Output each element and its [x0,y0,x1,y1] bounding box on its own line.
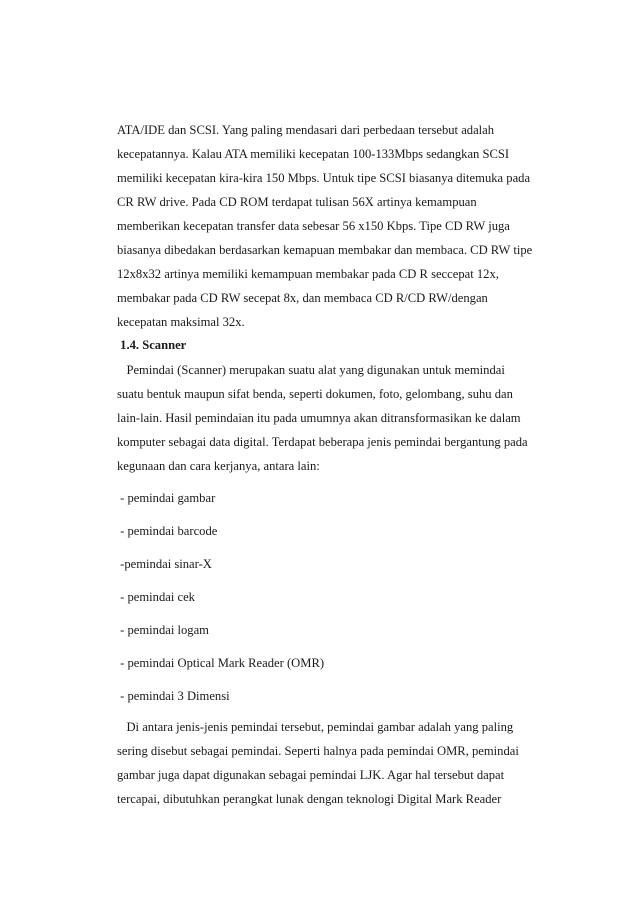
paragraph3-line: gambar juga dapat digunakan sebagai pemindai LJK. Agar hal tersebut dapat [117,768,505,782]
list-item: - pemindai gambar [117,491,216,505]
paragraph1-line: kecepatan maksimal 32x. [117,315,245,329]
paragraph2-line: Pemindai (Scanner) merupakan suatu alat yang digunakan untuk memindai [117,363,505,377]
paragraph1-line: kecepatannya. Kalau ATA memiliki kecepatan 100-133Mbps sedangkan SCSI [117,147,510,161]
paragraph1-line: membakar pada CD RW secepat 8x, dan membaca CD R/CD RW/dengan [117,291,488,305]
list-item: - pemindai barcode [117,524,218,538]
paragraph3-line: sering disebut sebagai pemindai. Seperti halnya pada pemindai OMR, pemindai [117,744,519,758]
paragraph2-line: komputer sebagai data digital. Terdapat beberapa jenis pemindai bergantung pada [117,435,528,449]
list-item: -pemindai sinar-X [117,557,212,571]
paragraph3-line: Di antara jenis-jenis pemindai tersebut, pemindai gambar adalah yang paling [117,720,514,734]
section-heading: 1.4. Scanner [117,338,187,352]
paragraph2-line: lain-lain. Hasil pemindaian itu pada umumnya akan ditransformasikan ke dalam [117,411,521,425]
paragraph1-line: CR RW drive. Pada CD ROM terdapat tulisan 56X artinya kemampuan [117,195,477,209]
list-item: - pemindai cek [117,590,195,604]
list-item: - pemindai logam [117,623,209,637]
paragraph1-line: memiliki kecepatan kira-kira 150 Mbps. Untuk tipe SCSI biasanya ditemuka pada [117,171,531,185]
paragraph1-line: 12x8x32 artinya memiliki kemampuan membakar pada CD R seccepat 12x, [117,267,499,281]
list-item: - pemindai 3 Dimensi [117,689,230,703]
paragraph2-line: kegunaan dan cara kerjanya, antara lain: [117,459,320,473]
paragraph1-line: ATA/IDE dan SCSI. Yang paling mendasari dari perbedaan tersebut adalah [117,123,495,137]
paragraph1-line: memberikan kecepatan transfer data sebesar 56 x150 Kbps. Tipe CD RW juga [117,219,510,233]
paragraph2-line: suatu bentuk maupun sifat benda, seperti dokumen, foto, gelombang, suhu dan [117,387,513,401]
paragraph1-line: biasanya dibedakan berdasarkan kemapuan membakar dan membaca. CD RW tipe [117,243,533,257]
list-item: - pemindai Optical Mark Reader (OMR) [117,656,325,670]
paragraph3-line: tercapai, dibutuhkan perangkat lunak dengan teknologi Digital Mark Reader [117,792,502,806]
